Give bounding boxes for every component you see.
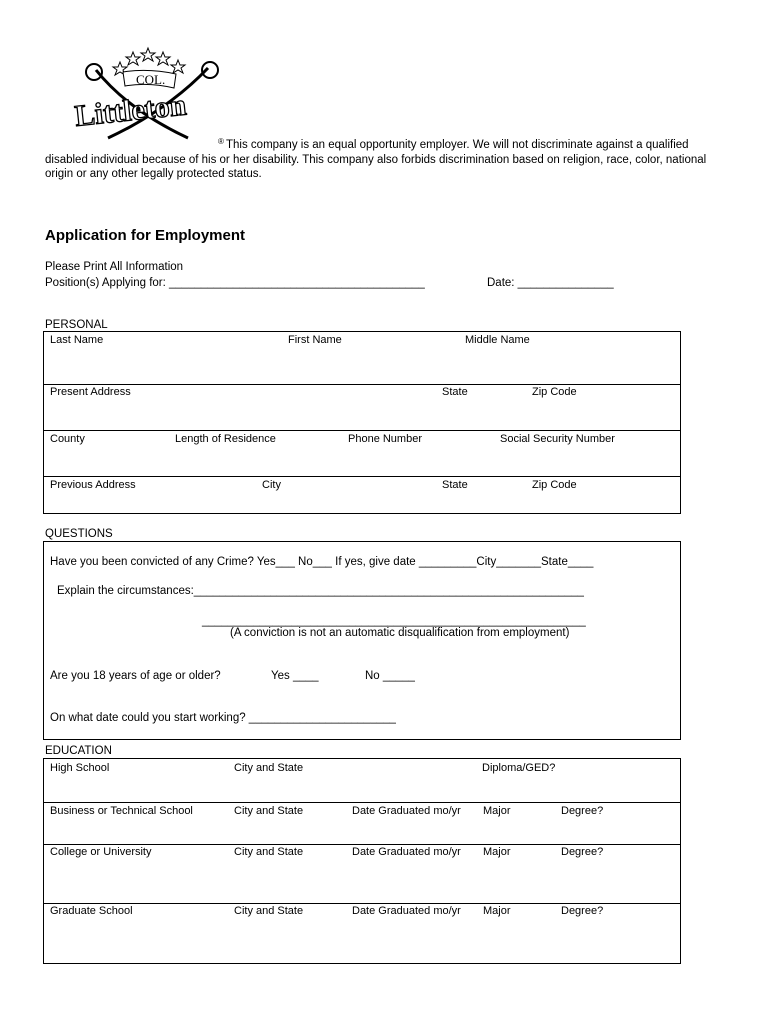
start-date-field[interactable]: On what date could you start working? _______________________ — [50, 712, 396, 724]
graduate-city-state-field[interactable]: City and State — [234, 905, 304, 917]
technical-city-state-field[interactable]: City and State — [234, 805, 304, 817]
divider — [44, 476, 680, 477]
personal-box — [43, 331, 681, 514]
divider — [44, 384, 680, 385]
eeo-statement-line1: This company is an equal opportunity employer. We will not discriminate against a qualified — [226, 139, 689, 151]
previous-zip-field[interactable]: Zip Code — [532, 479, 577, 491]
explain-continuation-line[interactable]: ____________________________________________________________ — [202, 615, 586, 627]
date-field[interactable]: Date: _______________ — [487, 277, 614, 289]
divider — [44, 430, 680, 431]
first-name-field[interactable]: First Name — [288, 334, 342, 346]
education-heading: EDUCATION — [45, 745, 112, 757]
position-applying-field[interactable]: Position(s) Applying for: ________________________________________ — [45, 277, 425, 289]
middle-name-field[interactable]: Middle Name — [465, 334, 530, 346]
present-address-field[interactable]: Present Address — [50, 386, 131, 398]
divider — [44, 802, 680, 803]
previous-city-field[interactable]: City — [262, 479, 281, 491]
logo-col-text: COL. — [136, 72, 166, 87]
present-zip-field[interactable]: Zip Code — [532, 386, 577, 398]
technical-major-field[interactable]: Major — [483, 805, 511, 817]
graduate-major-field[interactable]: Major — [483, 905, 511, 917]
age-yes-field[interactable]: Yes ____ — [271, 670, 319, 682]
print-instruction: Please Print All Information — [45, 261, 184, 273]
questions-heading: QUESTIONS — [45, 528, 113, 540]
logo-littleton-text: Littleton — [73, 88, 188, 133]
college-degree-field[interactable]: Degree? — [561, 846, 604, 858]
ssn-field[interactable]: Social Security Number — [500, 433, 615, 445]
age-no-field[interactable]: No _____ — [365, 670, 415, 682]
phone-number-field[interactable]: Phone Number — [348, 433, 422, 445]
graduate-date-graduated-field[interactable]: Date Graduated mo/yr — [352, 905, 461, 917]
county-field[interactable]: County — [50, 433, 85, 445]
questions-box — [43, 541, 681, 740]
personal-heading: PERSONAL — [45, 319, 108, 331]
logo-registered-mark: ® — [218, 137, 224, 146]
divider — [44, 903, 680, 904]
high-school-field[interactable]: High School — [50, 762, 110, 774]
eeo-statement: disabled individual because of his or her disability. This company also forbids discrimination based on religion, race, color, national origin or any other legally protected status. — [45, 154, 707, 180]
length-of-residence-field[interactable]: Length of Residence — [175, 433, 276, 445]
divider — [44, 844, 680, 845]
college-date-graduated-field[interactable]: Date Graduated mo/yr — [352, 846, 461, 858]
technical-degree-field[interactable]: Degree? — [561, 805, 604, 817]
crossed-swords-logo-icon — [68, 40, 228, 150]
explain-circumstances-field[interactable]: Explain the circumstances:_____________________________________________________________ — [57, 585, 584, 597]
education-box — [43, 758, 681, 964]
previous-address-field[interactable]: Previous Address — [50, 479, 136, 491]
conviction-question[interactable]: Have you been convicted of any Crime? Yes___ No___ If yes, give date _________City_______State____ — [50, 556, 594, 568]
company-logo — [68, 40, 228, 150]
last-name-field[interactable]: Last Name — [50, 334, 104, 346]
graduate-degree-field[interactable]: Degree? — [561, 905, 604, 917]
college-city-state-field[interactable]: City and State — [234, 846, 304, 858]
technical-school-field[interactable]: Business or Technical School — [50, 805, 193, 817]
page-title: Application for Employment — [45, 227, 246, 244]
graduate-school-field[interactable]: Graduate School — [50, 905, 133, 917]
high-school-city-state-field[interactable]: City and State — [234, 762, 304, 774]
technical-date-graduated-field[interactable]: Date Graduated mo/yr — [352, 805, 461, 817]
previous-state-field[interactable]: State — [442, 479, 468, 491]
college-major-field[interactable]: Major — [483, 846, 511, 858]
age-question: Are you 18 years of age or older? — [50, 670, 221, 682]
college-field[interactable]: College or University — [50, 846, 152, 858]
present-state-field[interactable]: State — [442, 386, 468, 398]
diploma-ged-field[interactable]: Diploma/GED? — [482, 762, 556, 774]
conviction-note: (A conviction is not an automatic disqualification from employment) — [230, 627, 570, 639]
